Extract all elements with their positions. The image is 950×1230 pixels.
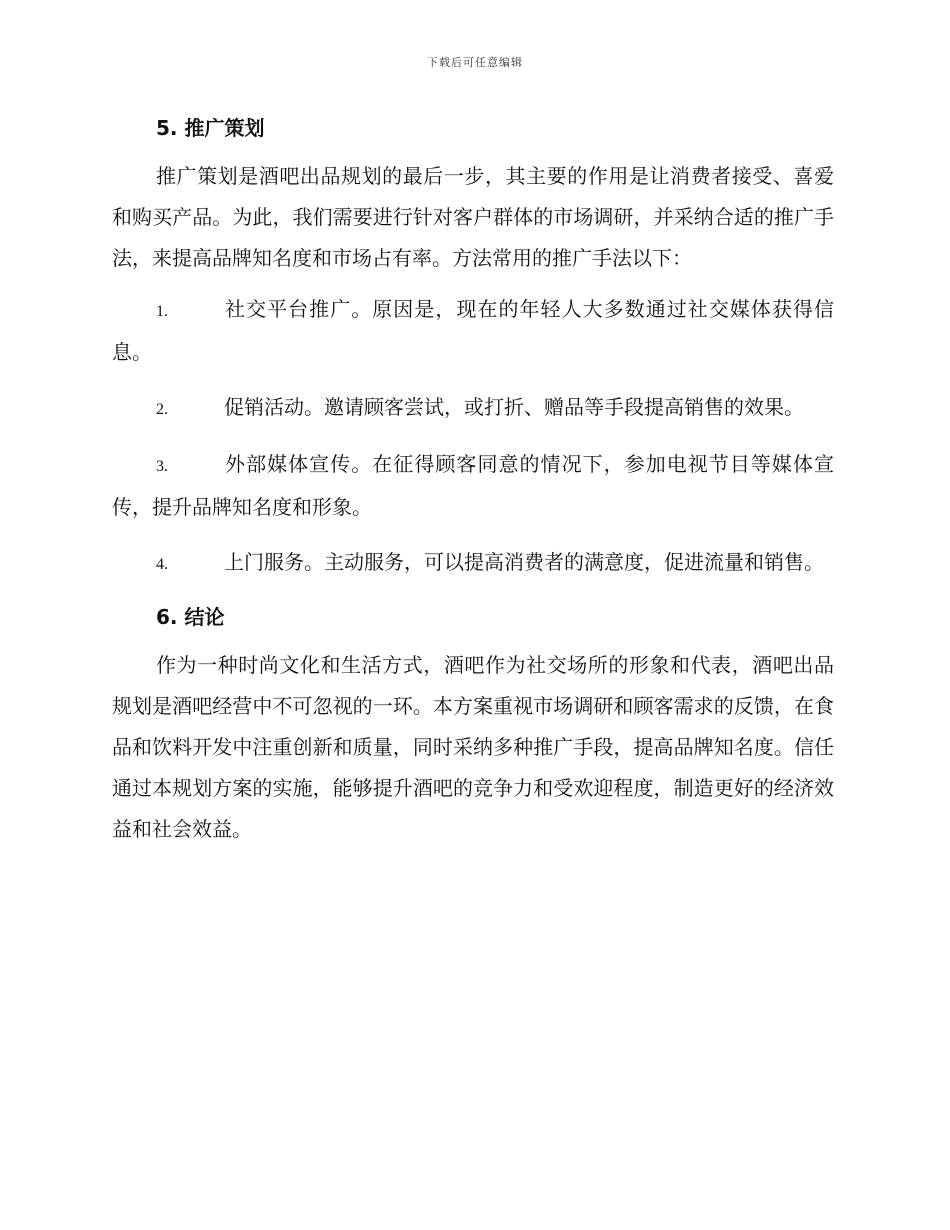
section-heading-promotion: 5. 推广策划 [156, 116, 265, 140]
list-item-number: 4. [156, 556, 168, 573]
list-item-number: 3. [156, 458, 168, 475]
section-paragraph-promotion-intro: 推广策划是酒吧出品规划的最后一步，其主要的作用是让消费者接受、喜爱和购买产品。为此，我们需要进行针对客户群体的市场调研，并采纳合适的推广手法，来提高品牌知名度和市场占有率。方法常用的推广手法以下： [112, 164, 834, 270]
list-item [112, 444, 834, 528]
list-item-text: 上门服务。主动服务，可以提高消费者的满意度，促进流量和销售。 [224, 550, 824, 574]
list-item [112, 289, 834, 373]
header-note: 下载后可任意编辑 [427, 56, 523, 69]
section-paragraph-conclusion: 作为一种时尚文化和生活方式，酒吧作为社交场所的形象和代表，酒吧出品规划是酒吧经营中不可忽视的一环。本方案重视市场调研和顾客需求的反馈，在食品和饮料开发中注重创新和质量，同时采纳多种推广手段，提高品牌知名度。信任通过本规划方案的实施，能够提升酒吧的竞争力和受欢迎程度，制造更好的经济效益和社会效益。 [112, 653, 834, 841]
list-item-number: 2. [156, 401, 168, 418]
list-item [112, 542, 834, 585]
list-item-text: 外部媒体宣传。在征得顾客同意的情况下，参加电视节目等媒体宣传，提升品牌知名度和形象。 [112, 452, 834, 519]
list-item-text: 促销活动。邀请顾客尝试，或打折、赠品等手段提高销售的效果。 [224, 395, 804, 419]
list-item-text: 社交平台推广。原因是，现在的年轻人大多数通过社交媒体获得信息。 [112, 297, 834, 364]
list-item-number: 1. [156, 303, 168, 320]
list-item [112, 387, 834, 430]
document-body [112, 110, 834, 850]
section-heading-conclusion: 6. 结论 [156, 605, 225, 629]
